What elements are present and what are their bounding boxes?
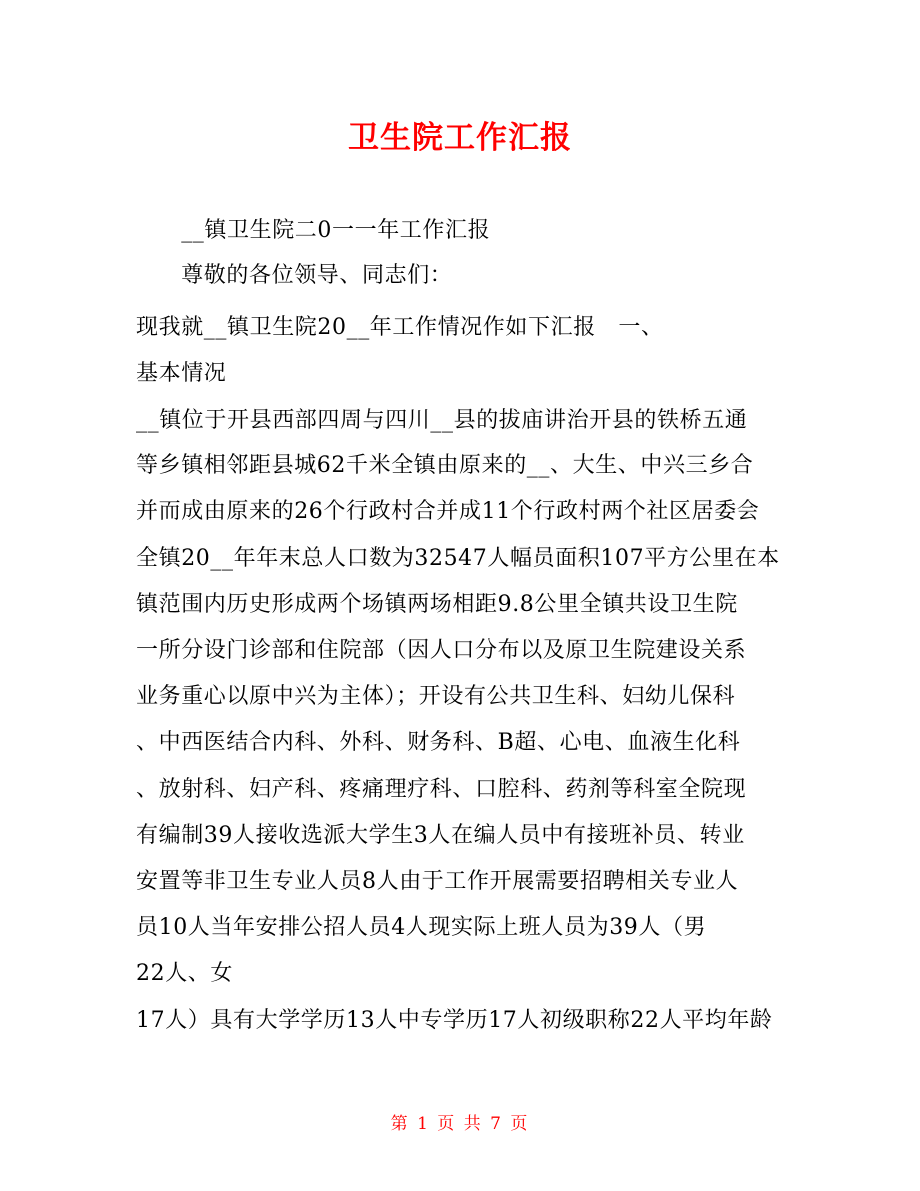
body-line: 一所分设门诊部和住院部（因人口分布以及原卫生院建设关系 xyxy=(136,638,747,663)
body-line: 基本情况 xyxy=(136,361,227,386)
body-line: 等乡镇相邻距县城62千米全镇由原来的__、大生、中兴三乡合 xyxy=(136,453,754,478)
body-line: 安置等非卫生专业人员8人由于工作开展需要招聘相关专业人 xyxy=(136,869,739,894)
body-line: 有编制39人接收选派大学生3人在编人员中有接班补员、转业 xyxy=(136,823,745,848)
page-number-footer: 第 1 页 共 7 页 xyxy=(390,1114,530,1134)
body-line: 22人、女 xyxy=(136,961,233,986)
body-line: __镇位于开县西部四周与四川__县的拔庙讲治开县的铁桥五通 xyxy=(136,408,748,433)
document-title: 卫生院工作汇报 xyxy=(348,120,572,156)
body-line: 并而成由原来的26个行政村合并成11个行政村两个社区居委会 xyxy=(136,499,760,524)
body-line: 现我就__镇卫生院20__年工作情况作如下汇报 一、 xyxy=(136,315,664,340)
body-line: 尊敬的各位领导、同志们： xyxy=(136,263,453,288)
body-line: 业务重心以原中兴为主体）；开设有公共卫生科、妇幼儿保科 xyxy=(136,684,736,709)
body-line: 全镇20__年年末总人口数为32547人幅员面积107平方公里在本 xyxy=(136,546,780,571)
body-line: 、中西医结合内科、外科、财务科、B超、心电、血液生化科 xyxy=(136,730,741,755)
body-line: 镇范围内历史形成两个场镇两场相距9.8公里全镇共设卫生院 xyxy=(136,592,738,617)
body-line: 员10人当年安排公招人员4人现实际上班人员为39人（男 xyxy=(136,915,707,940)
body-line: 、放射科、妇产科、疼痛理疗科、口腔科、药剂等科室全院现 xyxy=(136,777,747,802)
body-line: __镇卫生院二0一一年工作汇报 xyxy=(136,218,491,243)
body-line: 17人）具有大学学历13人中专学历17人初级职称22人平均年龄 xyxy=(136,1008,773,1033)
